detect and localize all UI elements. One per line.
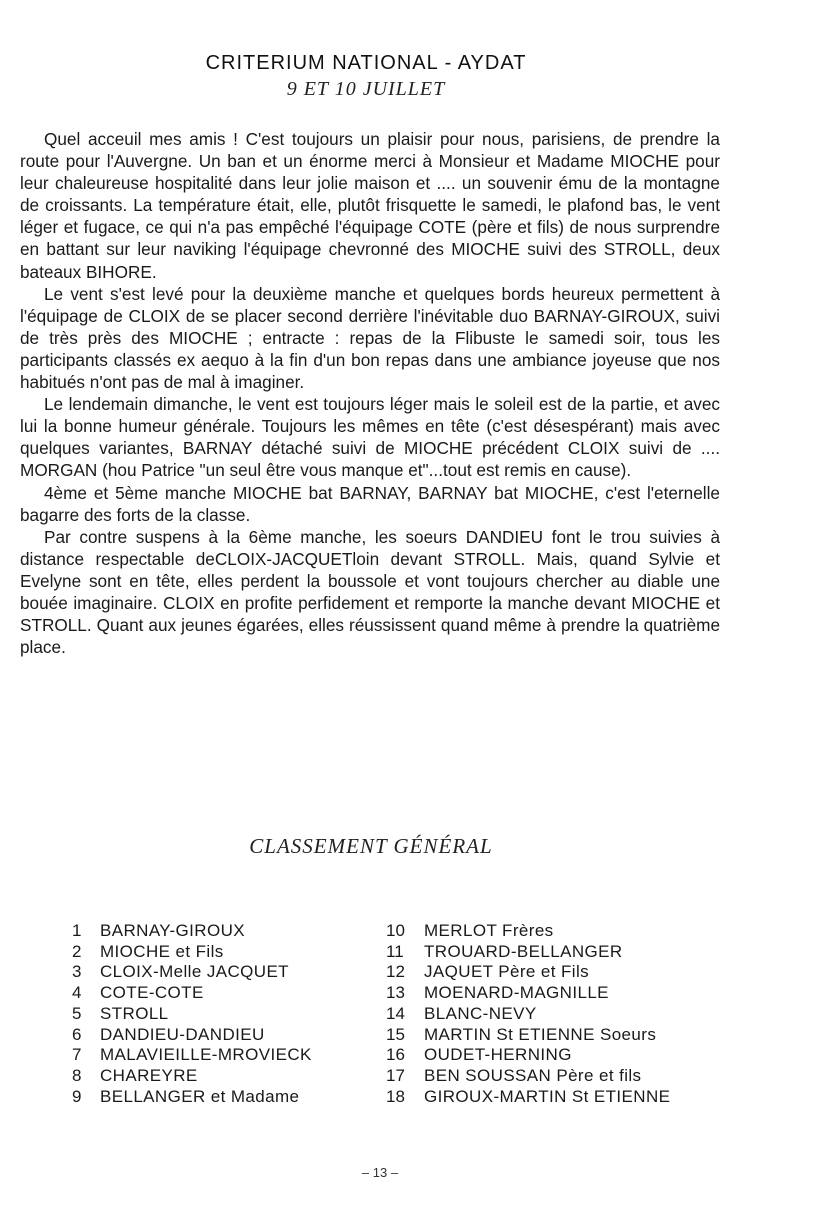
team-name: BARNAY-GIROUX [100,921,246,940]
ranking-list-left [72,921,312,1107]
team-name: CLOIX-Melle JACQUET [100,962,289,982]
team-name: JAQUET Père et Fils [424,962,590,982]
rank-number: 11 [386,941,404,961]
rank-number: 12 [386,962,405,982]
ranking-row [386,1066,670,1087]
ranking-row [72,1004,312,1025]
rank-number: 4 [72,983,82,1003]
ranking-row [386,1045,670,1066]
team-name: BELLANGER et Madame [100,1086,300,1106]
rank-number: 2 [72,941,82,961]
team-name: BEN SOUSSAN Père et fils [424,1065,642,1085]
article-paragraph: Le vent s'est levé pour la deuxième manche et quelques bords heureux permettent à l'équipage de CLOIX de se placer second derrière l'inévitable duo BARNAY-GIROUX, suivi de très près des MIOCHE ; entracte : repas de la Flibuste le samedi soir, tous les participants classés ex aequo à la fin d'un bon repas dans une ambiance joyeuse que nos habitués n'ont pas de mal à imaginer. [20,283,720,393]
ranking-row [386,921,670,942]
rank-number: 6 [72,1024,82,1044]
ranking-title: CLASSEMENT GÉNÉRAL [249,834,493,858]
ranking-row [72,1066,312,1087]
article-paragraph: Par contre suspens à la 6ème manche, les soeurs DANDIEU font le trou suivies à distance respectable deCLOIX-JACQUETloin devant STROLL. Mais, quand Sylvie et Evelyne sont en tête, elles perdent la boussole et vont toujours chercher au diable une bouée imaginaire. CLOIX en profite perfidement et remporte la manche devant MIOCHE et STROLL. Quant aux jeunes égarées, elles réussissent quand même à prendre la quatrième place. [20,526,720,658]
team-name: MALAVIEILLE-MROVIECK [100,1045,312,1065]
page-number: – 13 – [361,1165,399,1180]
rank-number: 16 [386,1045,405,1065]
ranking-row [72,921,312,942]
team-name: CHAREYRE [100,1065,198,1085]
rank-number: 7 [72,1045,82,1065]
rank-number: 5 [72,1003,82,1023]
team-name: DANDIEU-DANDIEU [100,1024,265,1044]
team-name: MIOCHE et Fils [100,941,224,961]
ranking-row [386,983,670,1004]
ranking-row [72,962,312,983]
team-name: MARTIN St ETIENNE Soeurs [424,1024,657,1044]
team-name: COTE-COTE [100,983,204,1003]
ranking-row [386,1087,670,1108]
team-name: OUDET-HERNING [424,1045,572,1065]
ranking-row [386,942,670,963]
article-paragraph: Quel acceuil mes amis ! C'est toujours un plaisir pour nous, parisiens, de prendre la route pour l'Auvergne. Un ban et un énorme merci à Monsieur et Madame MIOCHE pour leur chaleureuse hospitalité dans leur jolie maison et .... un souvenir ému de la montagne de croissants. La température était, elle, plutôt frisquette le samedi, le plafond bas, le vent léger et fugace, ce qui n'a pas empêché l'équipage COTE (père et fils) de nous surprendre en battant sur leur naviking l'équipage chevronné des MIOCHE suivi des STROLL, deux bateaux BIHORE. [20,129,720,282]
ranking-row [72,1045,312,1066]
ranking-row [72,983,312,1004]
team-name: TROUARD-BELLANGER [424,941,623,961]
rank-number: 3 [72,962,82,982]
ranking-row [386,1025,670,1046]
team-name: MERLOT Frères [424,921,554,940]
ranking-list-right [386,921,670,1107]
rank-number: 9 [72,1086,82,1106]
team-name: GIROUX-MARTIN St ETIENNE [424,1086,671,1106]
page-title: CRITERIUM NATIONAL - AYDAT [205,52,527,74]
ranking-row [72,1087,312,1108]
rank-number: 10 [386,921,405,940]
ranking-row [386,1004,670,1025]
team-name: STROLL [100,1003,169,1023]
team-name: BLANC-NEVY [424,1003,537,1023]
rank-number: 14 [386,1003,405,1023]
article-paragraph: 4ème et 5ème manche MIOCHE bat BARNAY, BARNAY bat MIOCHE, c'est l'eternelle bagarre des forts de la classe. [20,482,720,525]
ranking-row [72,1025,312,1046]
rank-number: 17 [386,1065,405,1085]
article-body [20,128,720,658]
rank-number: 18 [386,1086,405,1106]
team-name: MOENARD-MAGNILLE [424,983,609,1003]
ranking-row [72,942,312,963]
article-paragraph: Le lendemain dimanche, le vent est toujours léger mais le soleil est de la partie, et avec lui la bonne humeur générale. Toujours les mêmes en tête (c'est désespérant) mais avec quelques variantes, BARNAY détaché suivi de MIOCHE précédent CLOIX suivi de .... MORGAN (hou Patrice "un seul être vous manque et"...tout est remis en cause). [20,394,720,481]
rank-number: 15 [386,1024,405,1044]
rank-number: 8 [72,1065,82,1085]
page-subtitle: 9 ET 10 JUILLET [286,78,446,100]
rank-number: 1 [72,921,82,940]
rank-number: 13 [386,983,405,1003]
ranking-row [386,962,670,983]
